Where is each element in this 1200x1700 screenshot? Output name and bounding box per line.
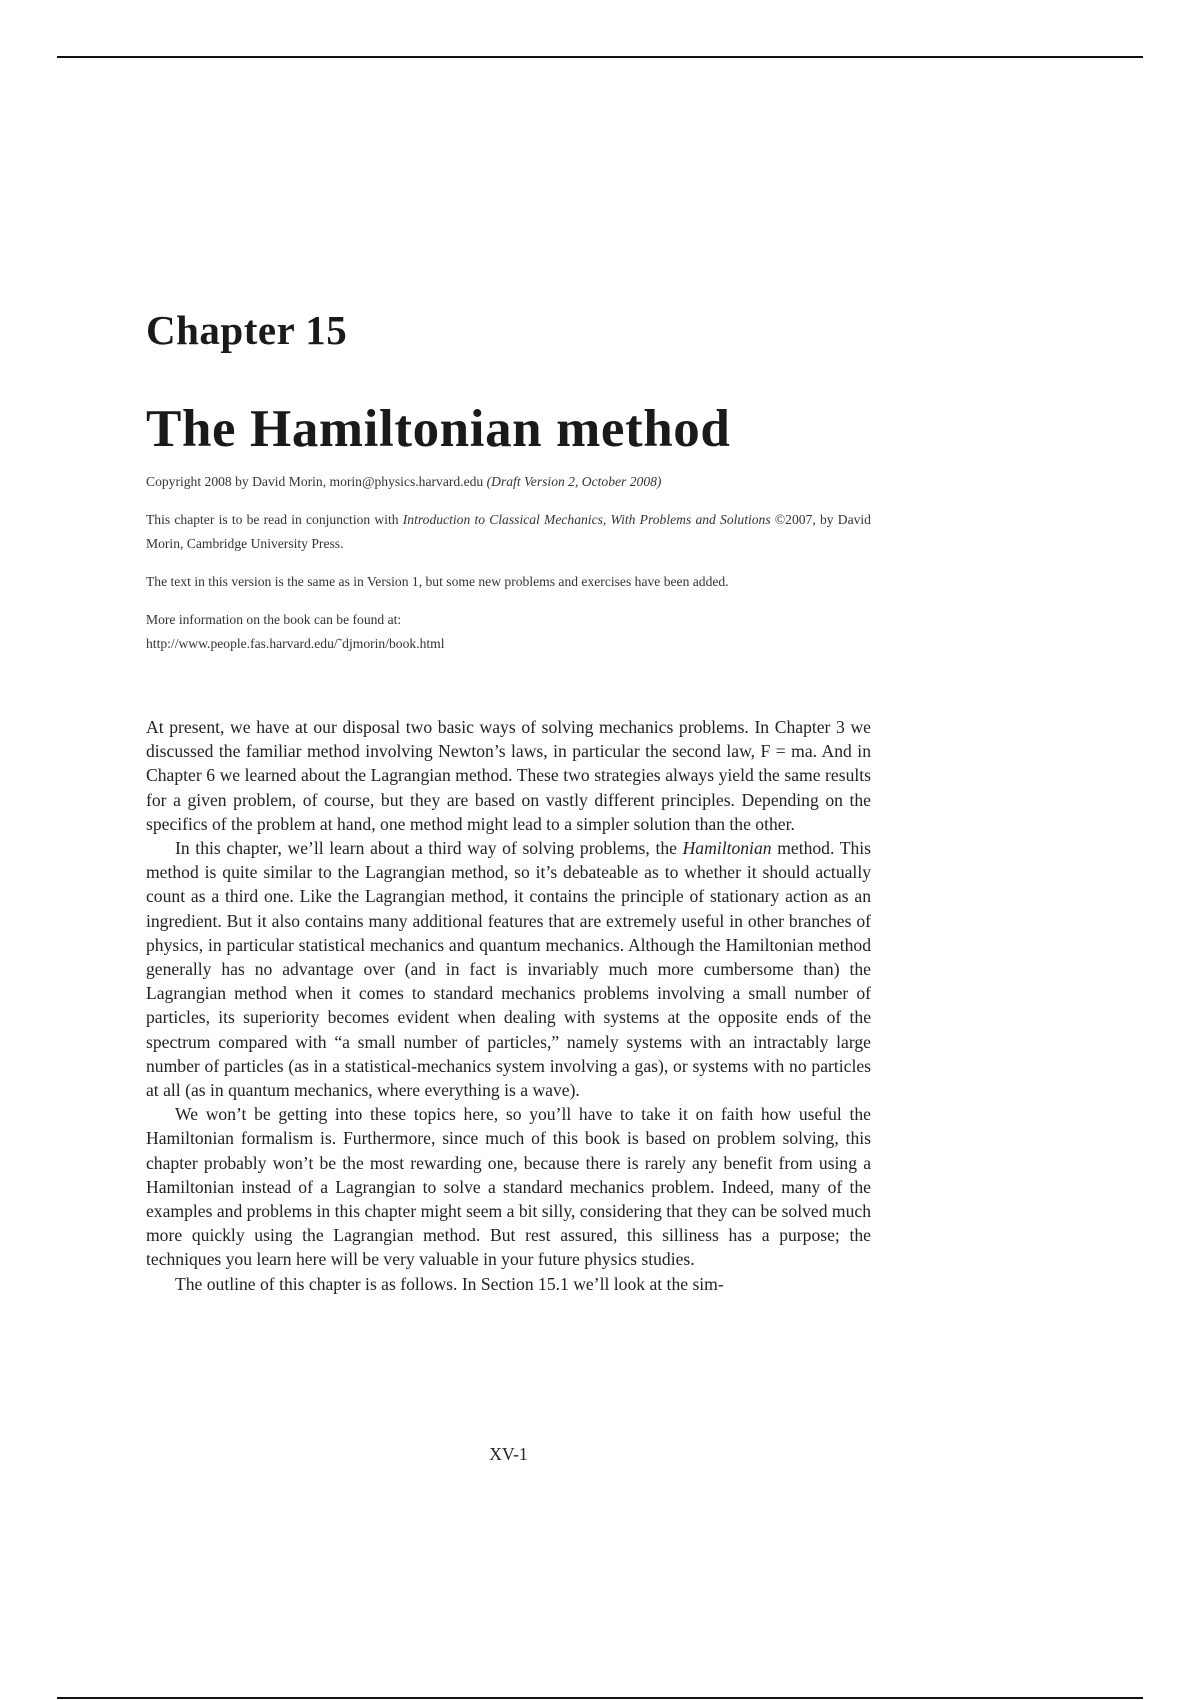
- page-number: XV-1: [489, 1444, 528, 1464]
- chapter-notes: [146, 470, 871, 656]
- book-title: Introduction to Classical Mechanics, With Problems and Solutions: [402, 512, 771, 527]
- chapter-title: The Hamiltonian method: [146, 400, 731, 458]
- paragraph-3: We won’t be getting into these topics here, so you’ll have to take it on faith how useful the Hamiltonian formalism is. Furthermore, since much of this book is based on problem solving, this chapter probably won’t be the most rewarding one, because there is rarely any benefit from using a Hamiltonian instead of a Lagrangian to solve a standard mechanics problem. Indeed, many of the examples and problems in this chapter might seem a bit silly, considering that they can be solved much more quickly using the Lagrangian method. But rest assured, this silliness has a purpose; the techniques you learn here will be very valuable in your future physics studies.: [146, 1104, 871, 1270]
- paragraph-2: [146, 836, 871, 1102]
- paragraph-4: The outline of this chapter is as follows. In Section 15.1 we’ll look at the sim-: [175, 1273, 724, 1294]
- top-rule: [57, 56, 1143, 58]
- copyright-line: [146, 470, 871, 494]
- paragraph-2-start: In this chapter, we’ll learn about a third way of solving problems, the: [175, 838, 683, 859]
- conjunction-prefix: This chapter is to be read in conjunction with: [146, 512, 403, 527]
- more-info-block: [146, 608, 871, 656]
- conjunction-note: [146, 508, 871, 556]
- paragraph-1: At present, we have at our disposal two basic ways of solving mechanics problems. In Chapter 3 we discussed the familiar method involving Newton’s laws, in particular the second law, F = ma. And in Chapter 6 we learned about the Lagrangian method. These two strategies always yield the same results for a given problem, of course, but they are based on vastly different principles. Depending on the specifics of the problem at hand, one method might lead to a simpler solution than the other.: [146, 717, 871, 834]
- body-text: [146, 715, 871, 1296]
- book-url: http://www.people.fas.harvard.edu/˜djmorin/book.html: [146, 636, 445, 651]
- draft-version: (Draft Version 2, October 2008): [486, 474, 662, 489]
- paragraph-2-rest: method. This method is quite similar to the Lagrangian method, so it’s debateable as to whether it should actually count as a third one. Like the Lagrangian method, it contains the principle of stationary action as an ingredient. But it also contains many additional features that are extremely useful in other branches of physics, in particular statistical mechanics and quantum mechanics. Although the Hamiltonian method generally has no advantage over (and in fact is invariably much more cumbersome than) the Lagrangian method when it comes to standard mechanics problems involving a small number of particles, its superiority becomes evident when dealing with systems at the opposite ends of the spectrum compared with “a small number of particles,” namely systems with an intractably large number of particles (as in a statistical-mechanics system involving a gas), or systems with no particles at all (as in quantum mechanics, where everything is a wave).: [146, 838, 871, 1101]
- bottom-rule: [57, 1697, 1143, 1699]
- chapter-label: Chapter 15: [146, 307, 348, 353]
- conjunction-suffix: ©2007, by David Morin, Cambridge University Press.: [146, 512, 871, 551]
- version-note: The text in this version is the same as in Version 1, but some new problems and exercises have been added.: [146, 574, 729, 589]
- copyright-text: Copyright 2008 by David Morin, morin@physics.harvard.edu: [146, 474, 487, 489]
- hamiltonian-emphasis: Hamiltonian: [682, 838, 772, 859]
- more-info-text: More information on the book can be found at:: [146, 612, 402, 627]
